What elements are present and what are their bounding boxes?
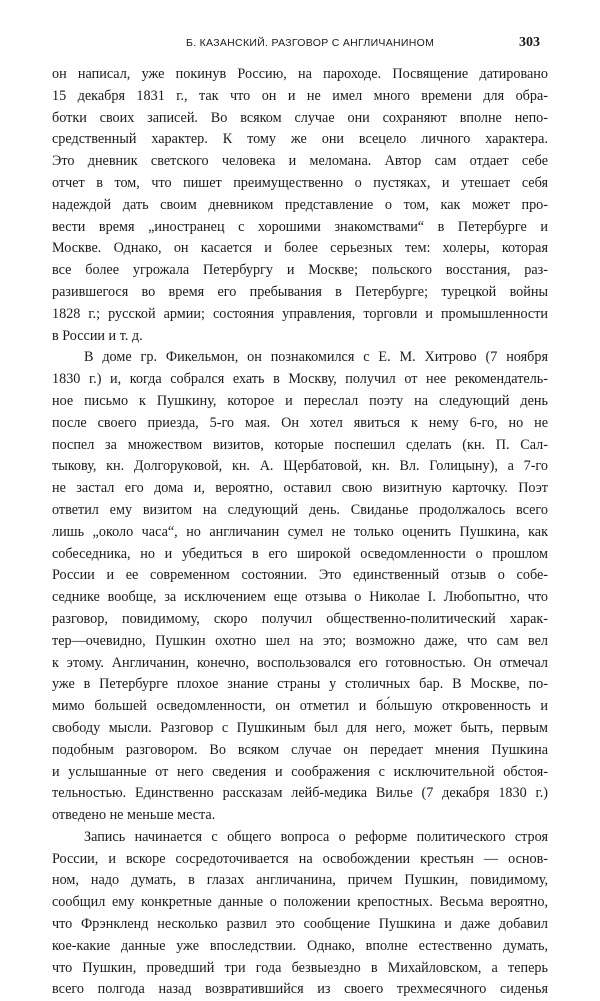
text-line: вести время „иностранец с хорошими знакомствами“ в Петербурге и: [52, 218, 548, 235]
text-line: 15 декабря 1831 г., так что он и не имел много времени для обра-: [52, 87, 548, 104]
text-line: все более угрожала Петербургу и Москве; польского восстания, раз-: [52, 262, 548, 279]
text-line: в России и т. д.: [52, 327, 143, 344]
text-line: Это дневник светского человека и меломана. Автор сам отдает себе: [52, 153, 548, 170]
text-line: подобным разговором. Во всяком случае он передает мнения Пушкина: [52, 741, 548, 758]
text-line: 1830 г.) и, когда собрался ехать в Москву, получил от нее рекомендатель-: [52, 371, 548, 388]
running-head: Б. КАЗАНСКИЙ. РАЗГОВОР С АНГЛИЧАНИНОМ: [186, 37, 435, 49]
paragraph-3: [52, 827, 548, 1001]
text-line: ное письмо к Пушкину, которое и переслал поэту на следующий день: [52, 392, 548, 409]
text-line: кое-какие данные уже впоследствии. Однако, вполне естественно думать,: [52, 937, 548, 954]
text-line: собеседника, но и убедиться в его широкой осведомленности о прошлом: [52, 545, 548, 562]
text-line: всего полгода назад возвратившийся из своего трехмесячного сиденья: [52, 981, 548, 998]
text-line: поспел за множеством визитов, которые поспешил сделать (кн. П. Сал-: [52, 436, 548, 453]
text-line: ботки своих записей. Во всяком случае они сохраняют вполне непо-: [52, 109, 548, 126]
text-line: тельностью. Единственно рассказам лейб-медика Вилье (7 декабря 1830 г.): [52, 785, 548, 802]
text-line: лишь „около часа“, но англичанин сумел не только оценить Пушкина, как: [52, 523, 548, 540]
text-line: к этому. Англичанин, конечно, воспользовался его готовностью. Он отмечал: [52, 654, 548, 671]
text-line: уже в Петербурге плохое знание страны у столичных бар. В Москве, по-: [52, 676, 548, 693]
text-line: Москве. Однако, он касается и более серьезных тем: холеры, которая: [52, 240, 548, 257]
text-line: и услышанные от него сведения и соображения с исключительной обстоя-: [52, 763, 548, 780]
text-line: свободу мысли. Разговор с Пушкиным был для него, может быть, первым: [52, 719, 548, 736]
text-line: России и ее современном состоянии. Это единственный отзыв о собе-: [52, 567, 548, 584]
body-text: [52, 64, 548, 1001]
text-line: ответил ему визитом на следующий день. Свиданье продолжалось всего: [52, 501, 548, 518]
text-line: России, и вскоре сосредоточивается на освобождении крестьян — основ-: [52, 850, 548, 867]
text-line: что Пушкин, проведший три года безвыездно в Михайловском, а теперь: [52, 959, 548, 976]
text-line: средственный характер. К тому же они всецело личного характера.: [52, 131, 548, 148]
text-line: не застал его дома и, вероятно, оставил свою визитную карточку. Поэт: [52, 480, 548, 497]
text-line: седнике вообще, за исключением еще отзыва о Николае I. Любопытно, что: [52, 589, 548, 606]
text-line: Запись начинается с общего вопроса о реформе политического строя: [84, 828, 548, 845]
text-line: он написал, уже покинув Россию, на пароходе. Посвящение датировано: [52, 66, 548, 82]
text-line: 1828 г.; русской армии; состояния управления, торговли и промышленности: [52, 305, 548, 322]
text-line: разговор, повидимому, скоро получил общественно-политический харак-: [52, 610, 548, 627]
text-line: отведено не меньше места.: [52, 807, 216, 824]
text-line: сообщил ему конкретные данные о положении крепостных. Весьма вероятно,: [52, 894, 548, 911]
text-line: надеждой дать своим дневником представление о том, как может про-: [52, 196, 548, 213]
text-line: после своего приезда, 5-го мая. Он хотел явиться к нему 6-го, но не: [52, 414, 548, 431]
text-line: В доме гр. Фикельмон, он познакомился с Е. М. Хитрово (7 ноября: [84, 349, 548, 366]
paragraph-2: [52, 347, 548, 827]
text-line: что Фрэнкленд несколько развил это сообщение Пушкина и даже добавил: [52, 916, 548, 933]
text-line: тыкову, кн. Долгоруковой, кн. А. Щербатовой, кн. Вл. Голицыну), а 7-го: [52, 458, 548, 475]
page-number: 303: [519, 35, 540, 50]
text-line: разившегося во время его пребывания в Петербурге; турецкой войны: [52, 283, 548, 300]
text-line: мимо большей осведомленности, он отметил и бо́льшую откровенность и: [52, 698, 548, 715]
text-line: отчет в том, что пишет преимущественно о пустяках, и утешает себя: [52, 174, 548, 191]
paragraph-1: [52, 64, 548, 347]
text-line: тер—очевидно, Пушкин охотно шел на это; возможно даже, что сам вел: [52, 632, 548, 649]
text-line: ном, надо думать, в глазах англичанина, причем Пушкин, повидимому,: [52, 872, 548, 889]
